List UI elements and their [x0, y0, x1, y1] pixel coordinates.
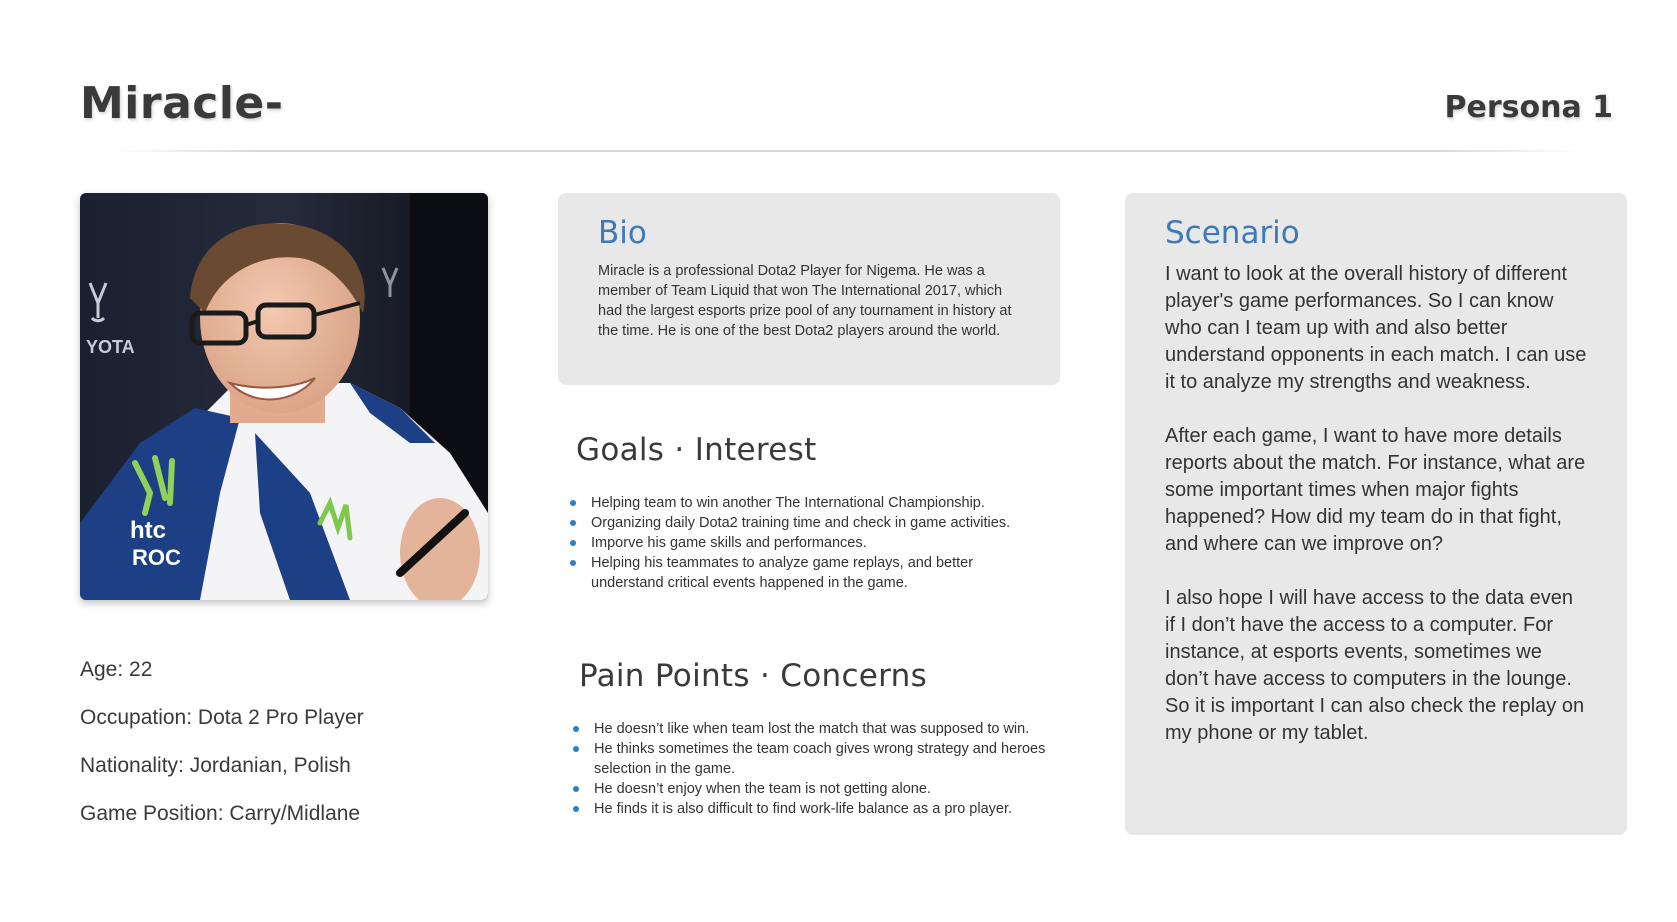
- header-divider: [110, 150, 1585, 152]
- pain-points-list: [570, 719, 1060, 819]
- list-item: [567, 513, 1047, 533]
- nationality-text: Nationality: Jordanian, Polish: [80, 754, 351, 777]
- bullet-icon: [570, 540, 576, 546]
- bullet-icon: [570, 500, 576, 506]
- bio-card: [558, 193, 1060, 385]
- goal-text: Helping his teammates to analyze game replays, and better understand critical events happened in the game.: [591, 555, 974, 591]
- scenario-paragraph: I also hope I will have access to the data even if I don’t have the access to a computer. For instance, at esports events, sometimes we don’t have access to computers in the lounge. So it is important I can also check the replay on my phone or my tablet.: [1165, 587, 1585, 744]
- scenario-heading: Scenario: [1165, 215, 1300, 251]
- list-item: [570, 799, 1060, 819]
- bio-text: Miracle is a professional Dota2 Player for Nigema. He was a member of Team Liquid that won The International 2017, which had the largest esports prize pool of any tournament in history at the time. He is one of the best Dota2 players around the world.: [598, 263, 1012, 339]
- game-position-text: Game Position: Carry/Midlane: [80, 802, 361, 825]
- svg-text:htc: htc: [130, 517, 166, 544]
- bullet-icon: [570, 560, 576, 566]
- pain-points-heading: Pain Points · Concerns: [579, 658, 928, 694]
- list-item: [567, 493, 1047, 513]
- list-item: [570, 779, 1060, 799]
- pain-point-text: He doesn’t like when team lost the match that was supposed to win.: [594, 721, 1030, 737]
- list-item: [570, 739, 1060, 779]
- svg-text:ROC: ROC: [132, 545, 181, 570]
- bullet-icon: [573, 746, 579, 752]
- goals-list: [567, 493, 1047, 593]
- goal-text: Helping team to win another The International Championship.: [591, 495, 985, 511]
- pain-point-text: He doesn’t enjoy when the team is not getting alone.: [594, 781, 931, 797]
- page-title: Miracle-: [80, 78, 284, 129]
- list-item: [567, 553, 1047, 593]
- goal-text: Imporve his game skills and performances.: [591, 535, 867, 551]
- pain-point-text: He thinks sometimes the team coach gives wrong strategy and heroes selection in the game.: [594, 741, 1046, 777]
- persona-label: Persona 1: [1444, 90, 1613, 125]
- list-item: [570, 719, 1060, 739]
- scenario-paragraph: After each game, I want to have more details reports about the match. For instance, what are some important times when major fights happened? How did my team do in that fight, and where can we improve on?: [1165, 425, 1586, 555]
- bullet-icon: [573, 806, 579, 812]
- scenario-paragraph: I want to look at the overall history of different player's game performances. So I can know who can I team up with and also better understand opponents in each match. I can use it to analyze my strengths and weakness.: [1165, 263, 1587, 393]
- profile-photo: [80, 193, 488, 600]
- profile-details: [80, 658, 364, 850]
- age-text: Age: 22: [80, 658, 153, 681]
- bio-heading: Bio: [598, 215, 647, 251]
- bullet-icon: [573, 786, 579, 792]
- scenario-card: [1125, 193, 1627, 835]
- list-item: [567, 533, 1047, 553]
- goal-text: Organizing daily Dota2 training time and check in game activities.: [591, 515, 1011, 531]
- goals-heading: Goals · Interest: [576, 432, 817, 468]
- pain-point-text: He finds it is also difficult to find work-life balance as a pro player.: [594, 801, 1013, 817]
- bullet-icon: [573, 726, 579, 732]
- occupation-text: Occupation: Dota 2 Pro Player: [80, 706, 364, 729]
- svg-text:YOTA: YOTA: [86, 337, 135, 357]
- bullet-icon: [570, 520, 576, 526]
